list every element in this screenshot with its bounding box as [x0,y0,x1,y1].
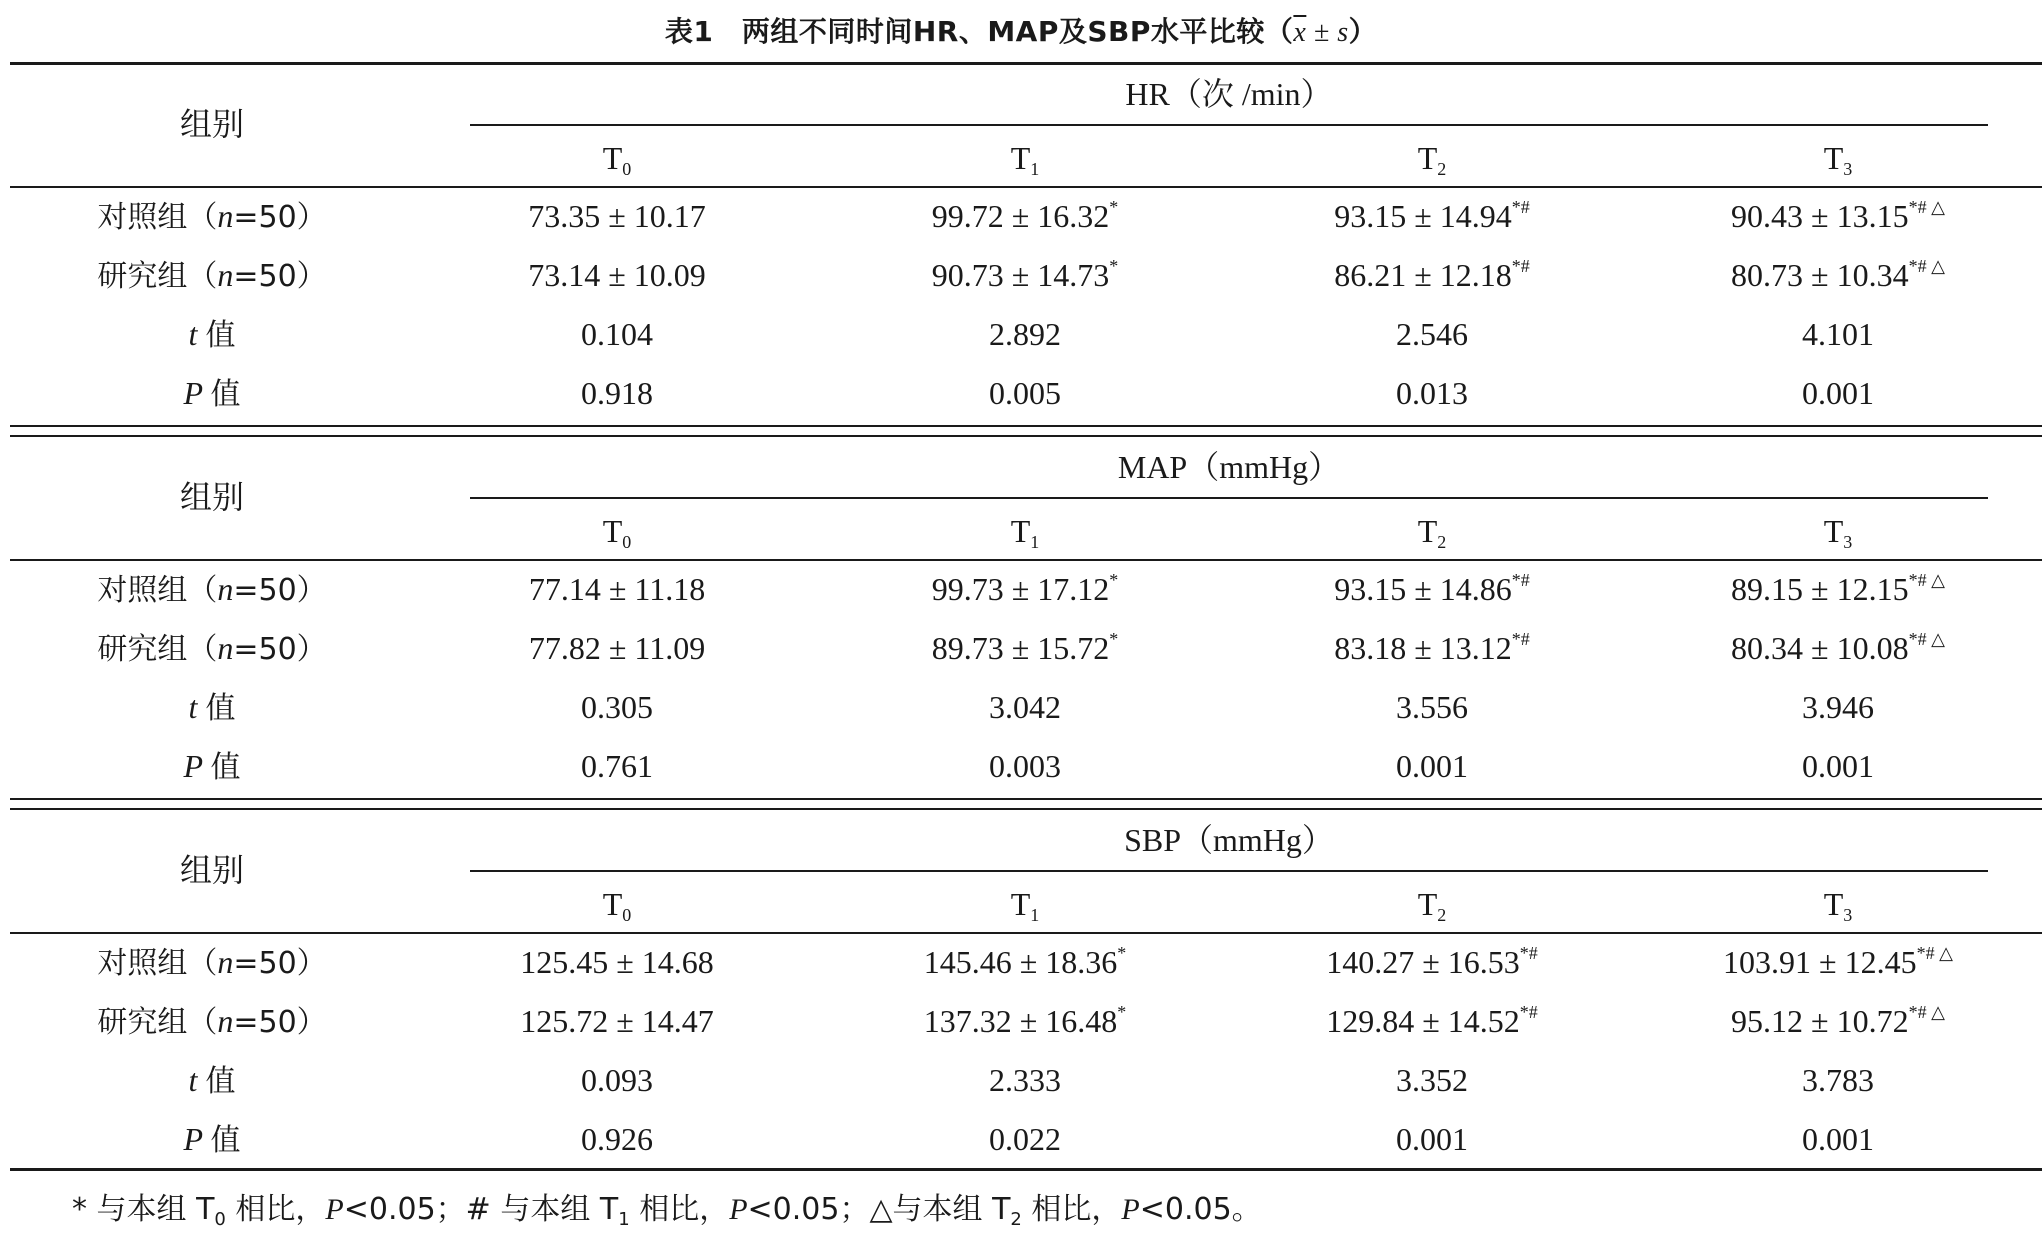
cell-significance: *# △ [1908,256,1945,276]
cell-significance: * [1109,256,1119,276]
cell-value: 89.15 ± 12.15 [1731,571,1909,607]
time-point-base: T [1417,140,1438,176]
cell-value: 77.82 ± 11.09 [528,630,706,666]
table-cell [835,1001,1215,1041]
time-point-header [1738,511,1938,551]
title-text: 表1 两组不同时间HR、MAP及SBP水平比较（ [664,15,1294,48]
time-point-header [1738,138,1938,178]
footnote-sub: 1 [618,1209,630,1230]
row-label-nval: =50） [233,632,327,667]
row-label [42,942,382,984]
table-cell [835,255,1215,295]
cell-significance: *# △ [1908,629,1945,649]
cell-value: 125.72 ± 14.47 [520,1003,714,1039]
row-label [112,746,312,788]
cell-significance: *# [1511,570,1530,590]
cell-value: 140.27 ± 16.53 [1326,944,1520,980]
footnote-text: 相比， [629,1192,730,1227]
time-point-base: T [1010,513,1031,549]
time-point-header [1332,138,1532,178]
p-value-cell: 0.001 [1396,748,1468,784]
header-bottom-rule [10,932,2042,934]
cell-value: 86.21 ± 12.18 [1334,257,1512,293]
group-header: 组别 [179,105,244,143]
table-bottom-rule [10,1168,2042,1171]
time-point-header [925,511,1125,551]
cell-significance: * [1109,197,1119,217]
stat-symbol: P [183,1121,211,1157]
title-suffix: ） [1348,15,1378,48]
stat-label: 值 [205,1064,236,1099]
stat-label: 值 [205,691,236,726]
table-cell [1242,628,1622,668]
title-sd-symbol: s [1337,17,1349,48]
t-value-cell: 3.042 [989,689,1061,725]
row-label-n: n [217,630,234,666]
cell-significance: *# [1511,629,1530,649]
t-value-cell: 3.783 [1802,1062,1874,1098]
measure-header: MAP（mmHg） [1117,449,1341,485]
cell-value: 89.73 ± 15.72 [931,630,1110,666]
t-value-cell: 3.352 [1396,1062,1468,1098]
row-label-text: 对照组（ [97,946,218,981]
header-bottom-rule [10,559,2042,561]
cell-value: 80.34 ± 10.08 [1731,630,1909,666]
time-point-base: T [602,513,623,549]
time-point-base: T [1417,513,1438,549]
table-cell [835,942,1215,982]
table-cell [427,569,807,609]
p-value-cell: 0.926 [581,1121,653,1157]
row-label [112,687,312,729]
p-value-cell: 0.001 [1802,375,1874,411]
measure-underline [470,124,1988,126]
measure-header: HR（次 /min） [1125,76,1333,112]
cell-significance: * [1117,943,1127,963]
time-point-sub: 1 [1030,159,1040,179]
time-point-sub: 2 [1437,159,1447,179]
time-point-base: T [602,140,623,176]
t-value-cell: 3.946 [1802,689,1874,725]
table-footnote [72,1190,1262,1230]
cell-value: 99.73 ± 17.12 [931,571,1110,607]
stat-label: 值 [210,750,241,785]
section-top-rule [10,798,2042,800]
table-cell [835,196,1215,236]
table-cell [1648,942,2028,982]
footnote-text: <0.05。 [1139,1192,1262,1227]
time-point-sub: 2 [1437,532,1447,552]
table-cell [427,196,807,236]
row-label [112,373,312,415]
time-point-sub: 0 [622,532,632,552]
footnote-text: <0.05；△与本组 T [747,1192,1011,1227]
cell-significance: *# △ [1916,943,1953,963]
table-cell [1648,196,2028,236]
table-cell [1242,1001,1622,1041]
p-value-cell: 0.001 [1396,1121,1468,1157]
t-value-cell: 3.556 [1396,689,1468,725]
table-cell [427,942,807,982]
footnote-text: <0.05；# 与本组 T [343,1192,619,1227]
footnote-p: P [729,1193,748,1226]
time-point-sub: 1 [1030,905,1040,925]
time-point-sub: 1 [1030,532,1040,552]
time-point-base: T [1010,140,1031,176]
time-point-base: T [1823,140,1844,176]
section-top-rule [10,425,2042,427]
cell-significance: *# [1511,256,1530,276]
cell-value: 90.43 ± 13.15 [1731,198,1909,234]
time-point-header [1332,511,1532,551]
cell-value: 125.45 ± 14.68 [520,944,714,980]
footnote-text: 相比， [225,1192,326,1227]
cell-significance: *# [1519,943,1538,963]
table-cell [835,628,1215,668]
row-label-nval: =50） [233,259,327,294]
cell-value: 90.73 ± 14.73 [931,257,1110,293]
row-label [42,255,382,297]
p-value-cell: 0.918 [581,375,653,411]
table-cell [1242,569,1622,609]
row-label-nval: =50） [233,1005,327,1040]
row-label [42,1001,382,1043]
footnote-sub: 2 [1010,1209,1022,1230]
cell-value: 77.14 ± 11.18 [528,571,706,607]
row-label-text: 研究组（ [97,259,218,294]
cell-value: 80.73 ± 10.34 [1731,257,1909,293]
table-cell [1648,1001,2028,1041]
time-point-base: T [1823,513,1844,549]
footnote-p: P [325,1193,344,1226]
table-cell [1242,255,1622,295]
cell-value: 145.46 ± 18.36 [923,944,1118,980]
time-point-sub: 3 [1843,532,1853,552]
table-cell [835,569,1215,609]
row-label-n: n [217,571,234,607]
row-label-nval: =50） [233,946,327,981]
row-label-text: 对照组（ [97,573,218,608]
time-point-header [1738,884,1938,924]
time-point-base: T [1823,886,1844,922]
table-cell [1242,942,1622,982]
row-label [112,314,312,356]
group-header: 组别 [179,851,244,889]
table-cell [1648,255,2028,295]
t-value-cell: 0.093 [581,1062,653,1098]
time-point-sub: 3 [1843,905,1853,925]
time-point-header [925,884,1125,924]
cell-significance: *# △ [1908,197,1945,217]
row-label [112,1119,312,1161]
p-value-cell: 0.003 [989,748,1061,784]
table-cell [427,255,807,295]
time-point-sub: 3 [1843,159,1853,179]
row-label-text: 研究组（ [97,1005,218,1040]
stat-symbol: t [188,689,206,725]
row-label-n: n [217,257,234,293]
t-value-cell: 0.104 [581,316,653,352]
title-mean-symbol: $\overline{x}$ [1293,17,1307,48]
row-label [112,1060,312,1102]
stat-label: 值 [210,1123,241,1158]
row-label-text: 对照组（ [97,200,218,235]
cell-value: 99.72 ± 16.32 [931,198,1110,234]
stat-symbol: t [188,1062,206,1098]
t-value-cell: 2.892 [989,316,1061,352]
cell-value: 95.12 ± 10.72 [1731,1003,1909,1039]
stat-symbol: t [188,316,206,352]
p-value-cell: 0.022 [989,1121,1061,1157]
row-label-text: 研究组（ [97,632,218,667]
table-title [0,10,2042,55]
cell-value: 137.32 ± 16.48 [923,1003,1118,1039]
time-point-header [517,884,717,924]
p-value-cell: 0.001 [1802,748,1874,784]
table-cell [427,628,807,668]
measure-underline [470,870,1988,872]
section-top-rule [10,62,2042,65]
cell-significance: * [1109,570,1119,590]
row-label-n: n [217,1003,234,1039]
cell-value: 73.14 ± 10.09 [528,257,706,293]
cell-value: 93.15 ± 14.94 [1334,198,1512,234]
time-point-sub: 2 [1437,905,1447,925]
cell-significance: * [1117,1002,1127,1022]
time-point-header [925,138,1125,178]
row-label-n: n [217,198,234,234]
section-top-rule [10,808,2042,810]
row-label [42,196,382,238]
cell-value: 103.91 ± 12.45 [1723,944,1917,980]
stat-label: 值 [205,318,236,353]
t-value-cell: 0.305 [581,689,653,725]
row-label-nval: =50） [233,200,327,235]
footnote-sub: 0 [214,1209,226,1230]
header-bottom-rule [10,186,2042,188]
row-label [42,628,382,670]
t-value-cell: 2.546 [1396,316,1468,352]
time-point-sub: 0 [622,905,632,925]
cell-significance: *# △ [1908,570,1945,590]
table-cell [1648,569,2028,609]
time-point-header [517,138,717,178]
row-label [42,569,382,611]
cell-value: 73.35 ± 10.17 [528,198,706,234]
time-point-base: T [1417,886,1438,922]
time-point-base: T [602,886,623,922]
time-point-base: T [1010,886,1031,922]
measure-underline [470,497,1988,499]
t-value-cell: 4.101 [1802,316,1874,352]
measure-header: SBP（mmHg） [1124,822,1334,858]
cell-value: 83.18 ± 13.12 [1334,630,1512,666]
cell-significance: * [1109,629,1119,649]
t-value-cell: 2.333 [989,1062,1061,1098]
footnote-p: P [1121,1193,1140,1226]
section-top-rule [10,435,2042,437]
table-cell [427,1001,807,1041]
footnote-text: * 与本组 T [72,1192,215,1227]
time-point-header [1332,884,1532,924]
table-cell [1648,628,2028,668]
stat-symbol: P [183,375,211,411]
time-point-sub: 0 [622,159,632,179]
p-value-cell: 0.013 [1396,375,1468,411]
cell-significance: *# △ [1908,1002,1945,1022]
p-value-cell: 0.001 [1802,1121,1874,1157]
cell-value: 129.84 ± 14.52 [1326,1003,1520,1039]
title-plusminus: ± [1306,17,1338,48]
cell-significance: *# [1519,1002,1538,1022]
row-label-nval: =50） [233,573,327,608]
stat-label: 值 [210,377,241,412]
row-label-n: n [217,944,234,980]
p-value-cell: 0.005 [989,375,1061,411]
p-value-cell: 0.761 [581,748,653,784]
table-cell [1242,196,1622,236]
cell-value: 93.15 ± 14.86 [1334,571,1512,607]
cell-significance: *# [1511,197,1530,217]
footnote-text: 相比， [1021,1192,1122,1227]
group-header: 组别 [179,478,244,516]
time-point-header [517,511,717,551]
stat-symbol: P [183,748,211,784]
